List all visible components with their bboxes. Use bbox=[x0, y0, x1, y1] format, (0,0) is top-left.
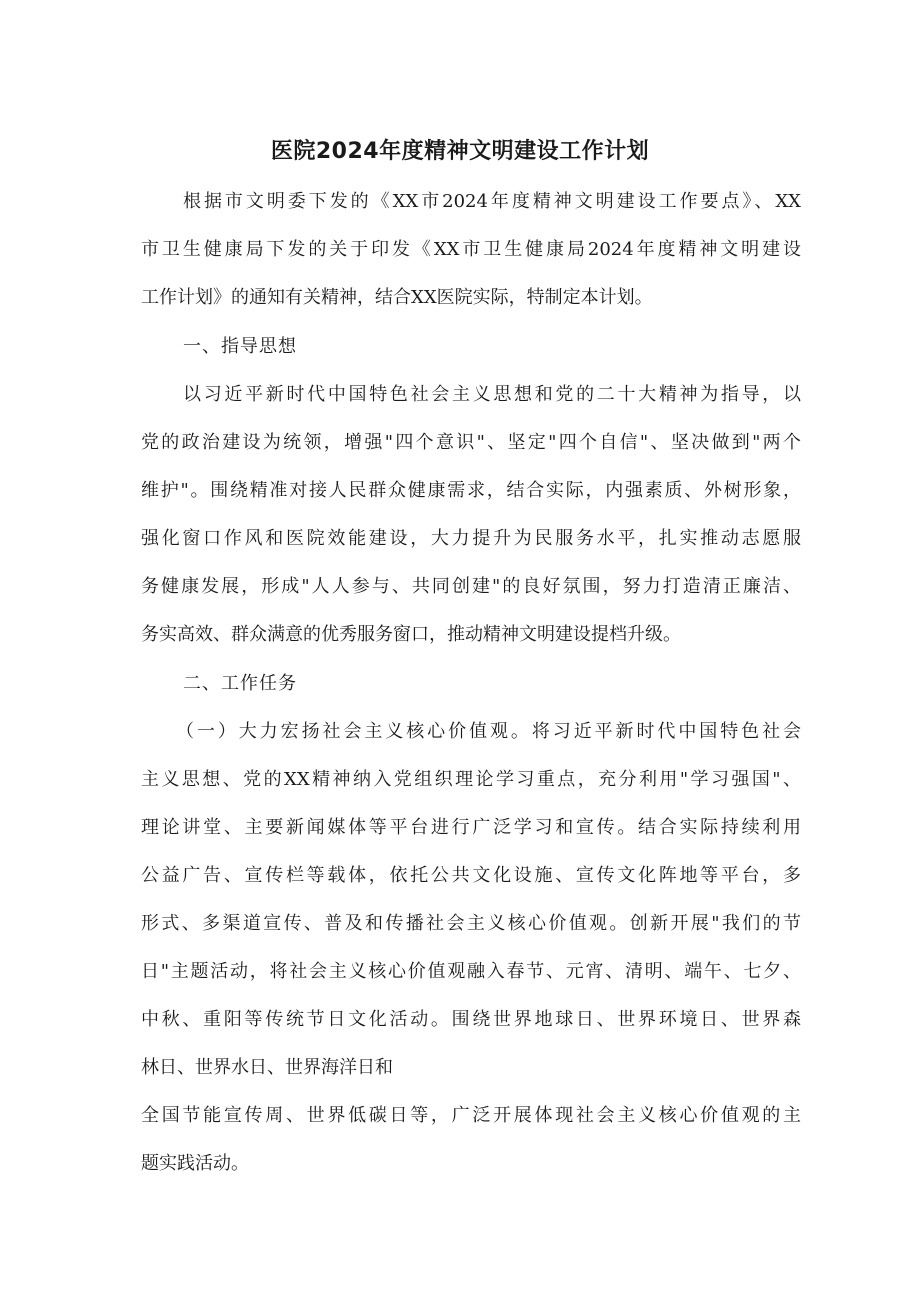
section2-line: 中秋、重阳等传统节日文化活动。围绕世界地球日、世界环境日、世界森 bbox=[141, 1009, 801, 1030]
section-heading-guiding-thought: 一、指导思想 bbox=[183, 336, 297, 357]
section1-line: 强化窗口作风和医院效能建设，大力提升为民服务水平，扎实推动志愿服 bbox=[141, 528, 801, 549]
section2-line: （一）大力宏扬社会主义核心价值观。将习近平新时代中国特色社会 bbox=[176, 721, 801, 742]
intro-line: 工作计划》的通知有关精神，结合XX医院实际，特制定本计划。 bbox=[141, 287, 653, 308]
section1-line: 维护"。围绕精准对接人民群众健康需求，结合实际，内强素质、外树形象， bbox=[141, 480, 801, 501]
section1-line: 务健康发展，形成"人人参与、共同创建"的良好氛围，努力打造清正廉洁、 bbox=[141, 576, 801, 597]
section2-line: 日"主题活动，将社会主义核心价值观融入春节、元宵、清明、端午、七夕、 bbox=[141, 961, 801, 982]
section1-line: 以习近平新时代中国特色社会主义思想和党的二十大精神为指导，以 bbox=[183, 384, 801, 405]
section-heading-work-tasks: 二、工作任务 bbox=[183, 673, 297, 694]
section2-line: 形式、多渠道宣传、普及和传播社会主义核心价值观。创新开展"我们的节 bbox=[141, 913, 801, 934]
section2-line: 主义思想、党的XX精神纳入党组织理论学习重点，充分利用"学习强国"、 bbox=[141, 769, 801, 790]
section2-line: 全国节能宣传周、世界低碳日等，广泛开展体现社会主义核心价值观的主 bbox=[141, 1105, 801, 1126]
section1-line: 党的政治建设为统领，增强"四个意识"、坚定"四个自信"、坚决做到"两个 bbox=[141, 432, 801, 453]
section2-line: 公益广告、宣传栏等载体，依托公共文化设施、宣传文化阵地等平台，多 bbox=[141, 865, 801, 886]
document-title: 医院2024年度精神文明建设工作计划 bbox=[270, 139, 650, 164]
section2-line: 题实践活动。 bbox=[141, 1153, 249, 1174]
section1-line: 务实高效、群众满意的优秀服务窗口，推动精神文明建设提档升级。 bbox=[141, 624, 681, 645]
intro-line: 根据市文明委下发的《XX市2024年度精神文明建设工作要点》、XX bbox=[183, 191, 801, 212]
section2-line: 理论讲堂、主要新闻媒体等平台进行广泛学习和宣传。结合实际持续利用 bbox=[141, 817, 801, 838]
section2-line: 林日、世界水日、世界海洋日和 bbox=[141, 1057, 393, 1078]
intro-line: 市卫生健康局下发的关于印发《XX市卫生健康局2024年度精神文明建设 bbox=[141, 239, 801, 260]
